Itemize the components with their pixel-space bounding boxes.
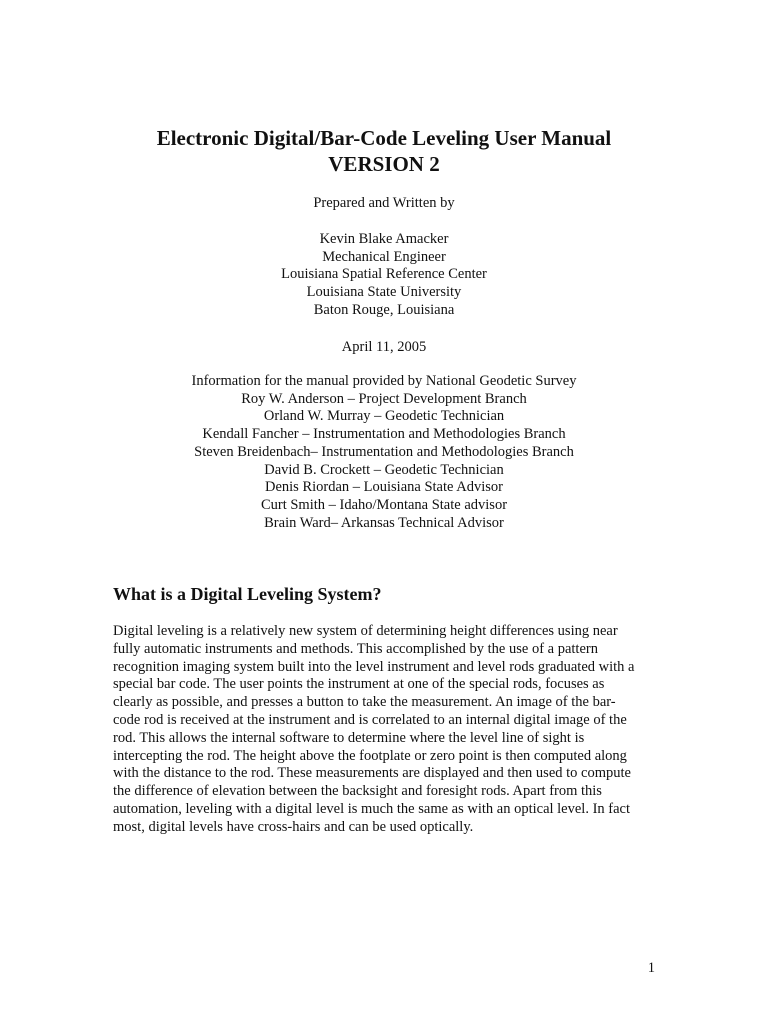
author-organization: Louisiana Spatial Reference Center	[281, 266, 487, 283]
section-paragraph	[113, 623, 673, 837]
contributor-line: Brain Ward– Arkansas Technical Advisor	[264, 514, 504, 531]
paragraph-line: code rod is received at the instrument and is correlated to an internal digital image of the	[113, 711, 627, 728]
paragraph-line: fully automatic instruments and methods. This accomplished by the use of a pattern	[113, 640, 598, 657]
prepared-by-label: Prepared and Written by	[313, 195, 455, 211]
contributor-line: Curt Smith – Idaho/Montana State advisor	[260, 496, 508, 513]
paragraph-line: recognition imaging system built into the level instrument and level rods graduated with a	[113, 658, 635, 675]
paragraph-line: rod. This allows the internal software to determine where the level line of sight is	[113, 729, 585, 746]
contributor-line: Steven Breidenbach– Instrumentation and Methodologies Branch	[194, 443, 574, 460]
contributors-intro: Information for the manual provided by National Geodetic Survey	[191, 373, 577, 389]
paragraph-line: intercepting the rod. The height above the footplate or zero point is then computed along	[113, 747, 627, 764]
contributor-line: Roy W. Anderson – Project Development Branch	[241, 390, 527, 407]
paragraph-line: most, digital levels have cross-hairs and can be used optically.	[113, 818, 474, 835]
document-title: Electronic Digital/Bar-Code Leveling User Manual	[156, 126, 612, 150]
author-title: Mechanical Engineer	[322, 248, 446, 265]
author-block	[0, 231, 768, 320]
document-version: VERSION 2	[328, 152, 440, 176]
author-location: Baton Rouge, Louisiana	[313, 301, 455, 318]
author-name: Kevin Blake Amacker	[319, 231, 449, 247]
contributor-line: David B. Crockett – Geodetic Technician	[264, 461, 504, 478]
paragraph-line: clearly as possible, and presses a button to take the measurement. An image of the bar-	[113, 694, 616, 711]
contributor-line: Orland W. Murray – Geodetic Technician	[263, 408, 505, 425]
paragraph-line: Digital leveling is a relatively new system of determining height differences using near	[113, 623, 618, 639]
paragraph-line: with the distance to the rod. These measurements are displayed and then used to compute	[113, 765, 631, 782]
paragraph-line: the difference of elevation between the backsight and foresight rods. Apart from this	[113, 783, 602, 800]
contributor-line: Denis Riordan – Louisiana State Advisor	[264, 479, 503, 496]
author-university: Louisiana State University	[306, 284, 462, 301]
section-heading: What is a Digital Leveling System?	[113, 584, 382, 604]
paragraph-line: special bar code. The user points the instrument at one of the special rods, focuses as	[113, 676, 605, 693]
contributor-line: Kendall Fancher – Instrumentation and Methodologies Branch	[202, 426, 566, 443]
page-number: 1	[647, 960, 655, 976]
paragraph-line: automation, leveling with a digital level is much the same as with an optical level. In fact	[113, 800, 631, 817]
document-date: April 11, 2005	[341, 339, 427, 355]
contributors-block	[0, 373, 768, 532]
